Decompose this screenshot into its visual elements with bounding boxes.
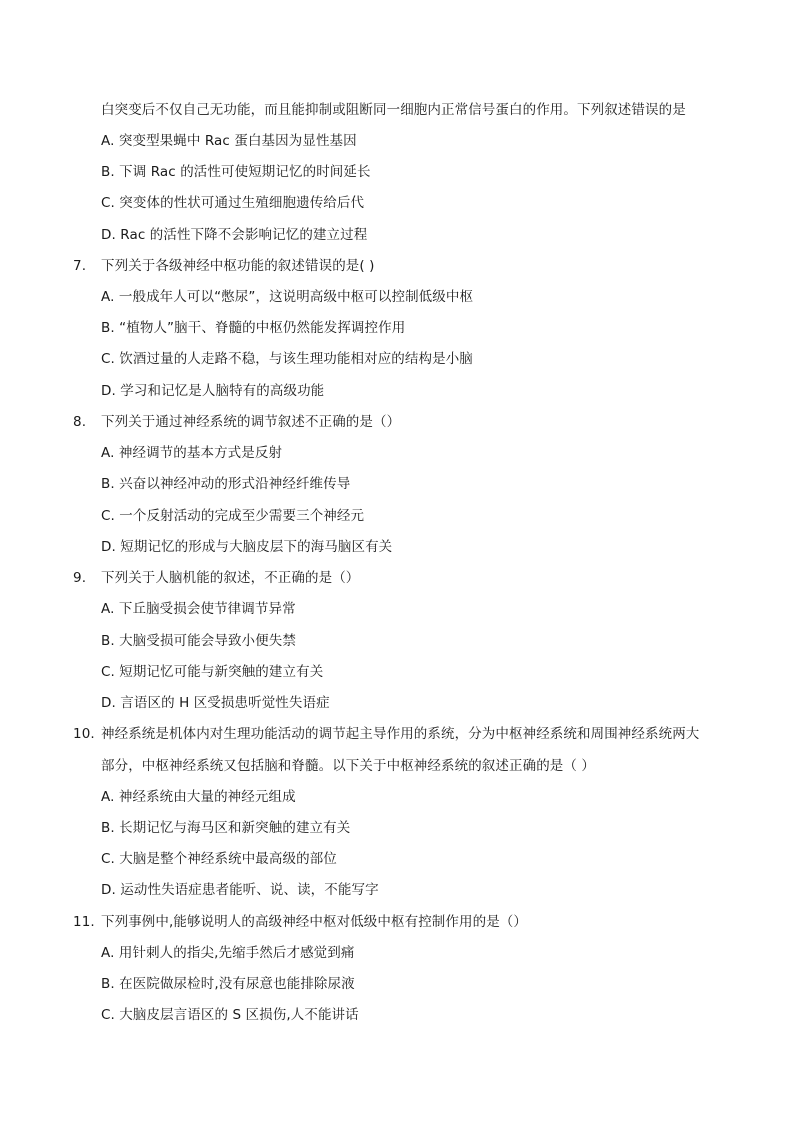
q8-option-c: C. 一个反射活动的完成至少需要三个神经元 — [101, 508, 365, 524]
q8-option-b: B. 兴奋以神经冲动的形式沿神经纤维传导 — [101, 476, 351, 492]
q10-number: 10. — [73, 726, 95, 742]
q7-option-b: B. “植物人”脑干、脊髓的中枢仍然能发挥调控作用 — [101, 320, 406, 336]
q9-option-b: B. 大脑受损可能会导致小便失禁 — [101, 633, 296, 649]
q8-number: 8. — [73, 414, 87, 430]
q11-option-b: B. 在医院做尿检时,没有尿意也能排除尿液 — [101, 976, 355, 992]
q10-option-a: A. 神经系统由大量的神经元组成 — [101, 789, 296, 805]
q6-stem-continuation: 白突变后不仅自己无功能，而且能抑制或阻断同一细胞内正常信号蛋白的作用。下列叙述错误的是 — [101, 102, 686, 118]
q10-stem-line1: 神经系统是机体内对生理功能活动的调节起主导作用的系统，分为中枢神经系统和周围神经系统两大 — [101, 726, 700, 742]
q7-stem: 下列关于各级神经中枢功能的叙述错误的是( ) — [101, 258, 375, 274]
q9-option-d: D. 言语区的 H 区受损患听觉性失语症 — [101, 695, 330, 711]
q10-option-c: C. 大脑是整个神经系统中最高级的部位 — [101, 851, 337, 867]
q6-option-a: A. 突变型果蝇中 Rac 蛋白基因为显性基因 — [101, 133, 357, 149]
q9-option-c: C. 短期记忆可能与新突触的建立有关 — [101, 664, 324, 680]
q8-option-a: A. 神经调节的基本方式是反射 — [101, 445, 283, 461]
q11-option-a: A. 用针刺人的指尖,先缩手然后才感觉到痛 — [101, 945, 355, 961]
q6-option-c: C. 突变体的性状可通过生殖细胞遗传给后代 — [101, 195, 365, 211]
q6-option-b: B. 下调 Rac 的活性可使短期记忆的时间延长 — [101, 164, 371, 180]
q7-option-d: D. 学习和记忆是人脑特有的高级功能 — [101, 383, 325, 399]
q7-option-a: A. 一般成年人可以“憋尿”，这说明高级中枢可以控制低级中枢 — [101, 289, 474, 305]
q7-option-c: C. 饮酒过量的人走路不稳，与该生理功能相对应的结构是小脑 — [101, 351, 473, 367]
q10-stem-line2: 部分，中枢神经系统又包括脑和脊髓。以下关于中枢神经系统的叙述正确的是（ ） — [101, 758, 595, 774]
q11-option-c: C. 大脑皮层言语区的 S 区损伤,人不能讲话 — [101, 1007, 359, 1023]
q8-stem: 下列关于通过神经系统的调节叙述不正确的是（） — [101, 414, 401, 430]
q8-option-d: D. 短期记忆的形成与大脑皮层下的海马脑区有关 — [101, 539, 393, 555]
q11-number: 11. — [73, 914, 95, 930]
q6-option-d: D. Rac 的活性下降不会影响记忆的建立过程 — [101, 227, 368, 243]
q9-number: 9. — [73, 570, 87, 586]
q7-number: 7. — [73, 258, 87, 274]
q11-stem: 下列事例中,能够说明人的高级神经中枢对低级中枢有控制作用的是（） — [101, 914, 527, 930]
q10-option-b: B. 长期记忆与海马区和新突触的建立有关 — [101, 820, 351, 836]
q9-stem: 下列关于人脑机能的叙述，不正确的是（） — [101, 570, 360, 586]
q9-option-a: A. 下丘脑受损会使节律调节异常 — [101, 601, 296, 617]
q10-option-d: D. 运动性失语症患者能听、说、读，不能写字 — [101, 882, 379, 898]
